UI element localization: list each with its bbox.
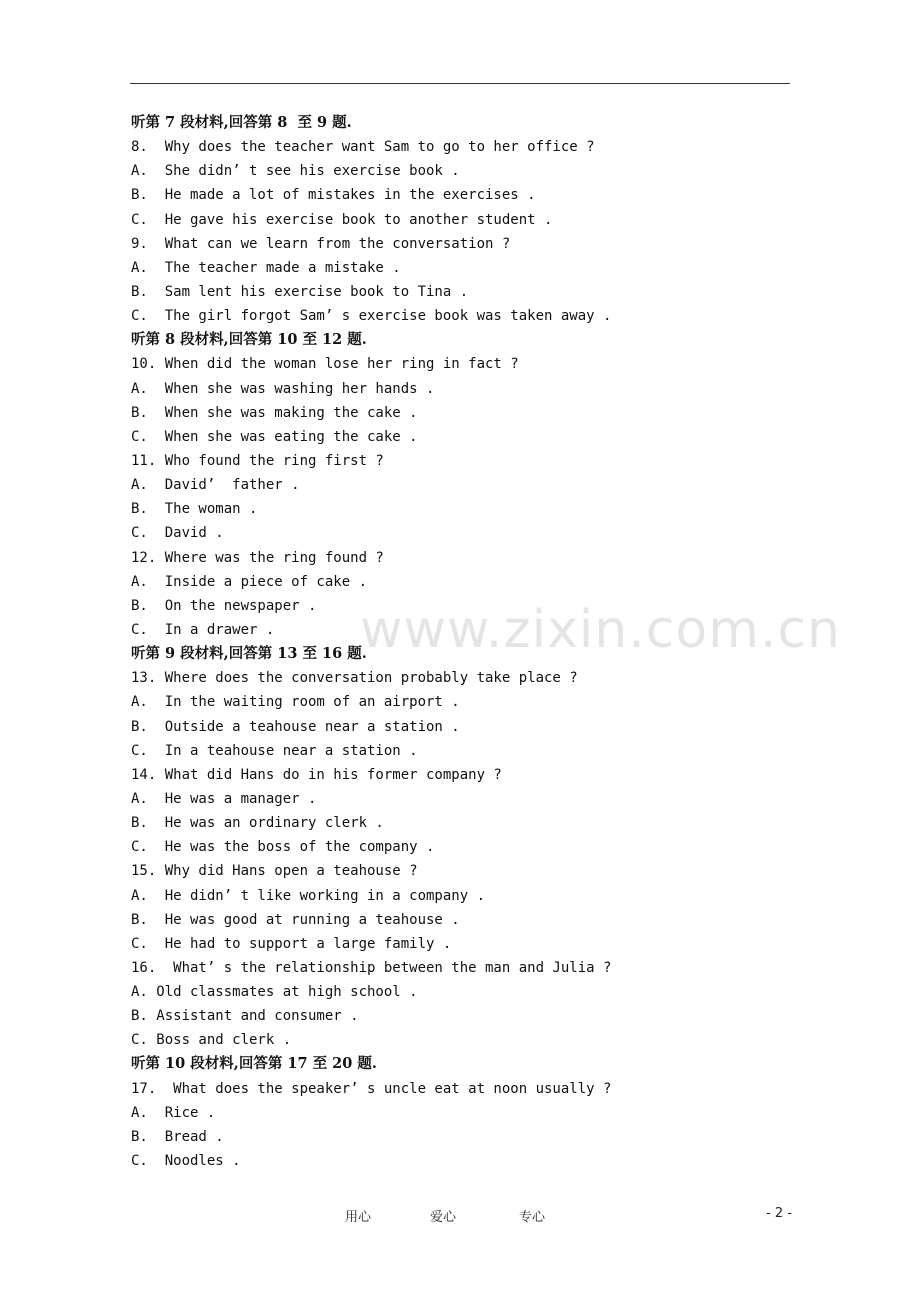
watermark-text: www.zixin.com.cn bbox=[360, 600, 841, 660]
section-heading: 听第 8 段材料,回答第 10 至 12 题. bbox=[131, 331, 367, 349]
question-line: C. Boss and clerk . bbox=[131, 1032, 292, 1049]
question-line: C. In a teahouse near a station . bbox=[131, 742, 418, 759]
question-line: 17. What does the speaker’ s uncle eat at noon usually ? bbox=[131, 1080, 612, 1097]
question-line: B. He was good at running a teahouse . bbox=[131, 911, 460, 928]
question-line: C. He gave his exercise book to another student . bbox=[131, 211, 553, 228]
question-line: A. He was a manager . bbox=[131, 790, 317, 807]
question-line: B. Sam lent his exercise book to Tina . bbox=[131, 283, 469, 300]
question-line: C. He had to support a large family . bbox=[131, 935, 452, 952]
question-line: 12. Where was the ring found ? bbox=[131, 549, 384, 566]
question-line: B. Assistant and consumer . bbox=[131, 1008, 359, 1025]
page-number: - 2 - bbox=[766, 1206, 792, 1221]
question-line: B. Bread . bbox=[131, 1128, 224, 1145]
section-heading: 听第 7 段材料,回答第 8 至 9 题. bbox=[131, 114, 352, 131]
question-line: B. The woman . bbox=[131, 501, 258, 518]
question-line: A. Rice . bbox=[131, 1104, 216, 1121]
question-line: 14. What did Hans do in his former company ? bbox=[131, 766, 502, 783]
question-line: 13. Where does the conversation probably take place ? bbox=[131, 670, 578, 687]
question-line: A. In the waiting room of an airport . bbox=[131, 694, 460, 711]
question-line: A. David’ father . bbox=[131, 477, 300, 494]
section-heading: 听第 9 段材料,回答第 13 至 16 题. bbox=[131, 645, 367, 663]
question-line: 10. When did the woman lose her ring in fact ? bbox=[131, 356, 519, 373]
question-line: C. He was the boss of the company . bbox=[131, 839, 435, 856]
section-heading: 听第 10 段材料,回答第 17 至 20 题. bbox=[131, 1055, 377, 1073]
footer-yongxin: 用心 bbox=[345, 1210, 372, 1225]
header-rule bbox=[130, 83, 790, 84]
question-line: A. Old classmates at high school . bbox=[131, 984, 418, 1001]
question-line: C. Noodles . bbox=[131, 1153, 241, 1170]
question-line: A. He didn’ t like working in a company . bbox=[131, 887, 486, 904]
question-line: 8. Why does the teacher want Sam to go to her office ? bbox=[131, 139, 595, 156]
question-line: B. Outside a teahouse near a station . bbox=[131, 718, 460, 735]
question-line: 11. Who found the ring first ? bbox=[131, 452, 384, 469]
question-line: A. The teacher made a mistake . bbox=[131, 259, 401, 276]
question-line: 16. What’ s the relationship between the man and Julia ? bbox=[131, 959, 612, 976]
question-line: A. She didn’ t see his exercise book . bbox=[131, 163, 460, 180]
question-line: B. When she was making the cake . bbox=[131, 404, 418, 421]
question-line: C. David . bbox=[131, 525, 224, 542]
question-line: A. When she was washing her hands . bbox=[131, 380, 435, 397]
question-line: C. The girl forgot Sam’ s exercise book was taken away . bbox=[131, 308, 612, 325]
question-line: 9. What can we learn from the conversation ? bbox=[131, 235, 511, 252]
question-line: 15. Why did Hans open a teahouse ? bbox=[131, 863, 418, 880]
question-line: B. He was an ordinary clerk . bbox=[131, 815, 384, 832]
question-list bbox=[131, 111, 811, 1173]
question-line: C. When she was eating the cake . bbox=[131, 428, 418, 445]
question-line: B. On the newspaper . bbox=[131, 597, 317, 614]
footer-aixin: 爱心 bbox=[430, 1210, 457, 1225]
question-line: A. Inside a piece of cake . bbox=[131, 573, 368, 590]
question-line: B. He made a lot of mistakes in the exercises . bbox=[131, 187, 536, 204]
question-line: C. In a drawer . bbox=[131, 621, 275, 638]
footer-zhuanxin: 专心 bbox=[519, 1210, 546, 1225]
